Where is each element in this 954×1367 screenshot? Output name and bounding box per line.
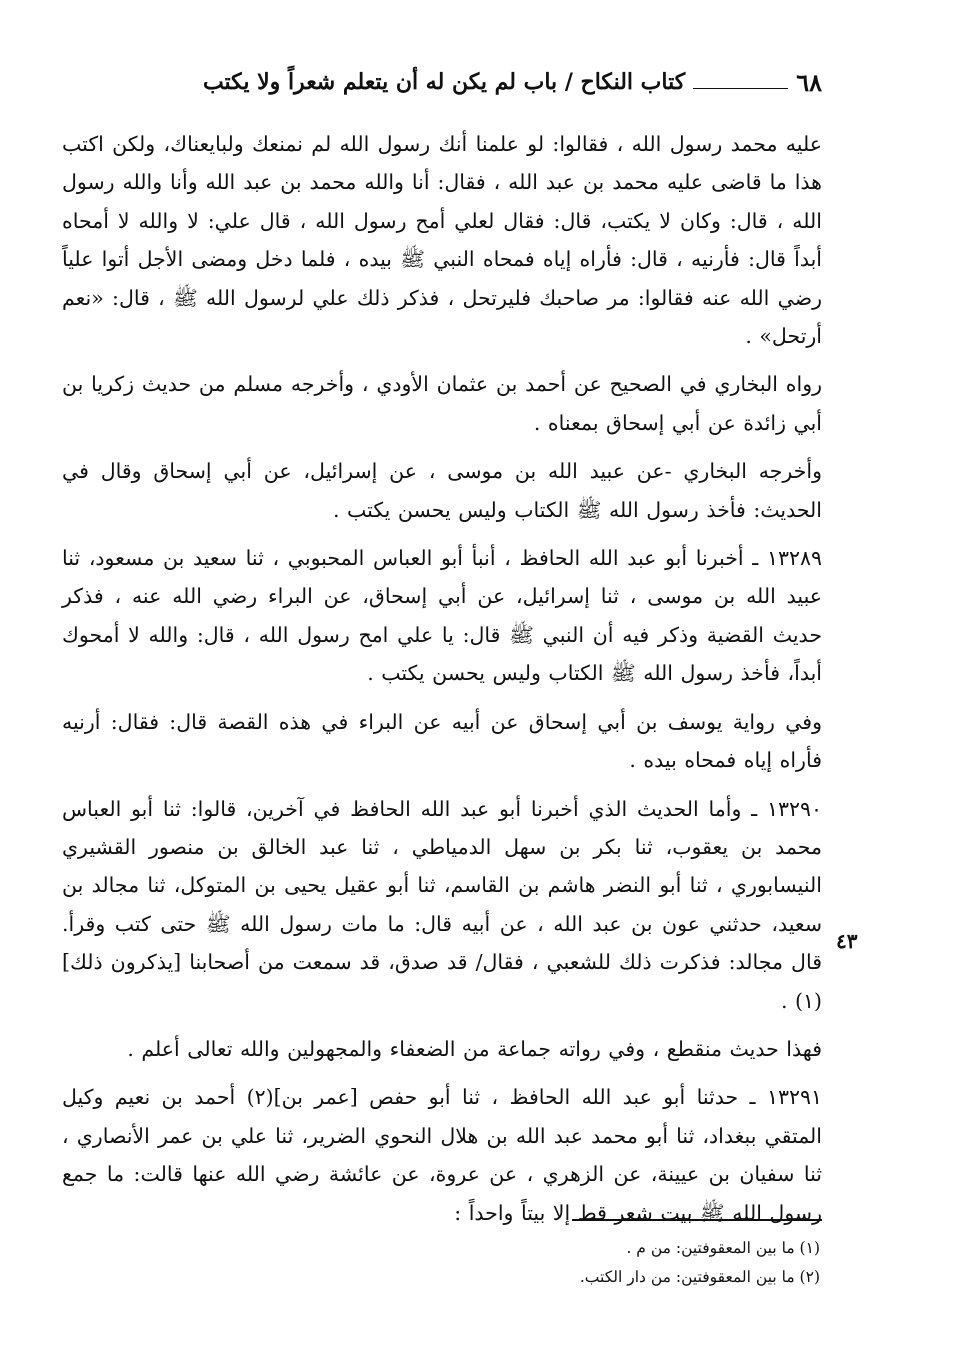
footnote-2: (٢) ما بين المعقوفتين: من دار الكتب. bbox=[579, 1268, 820, 1286]
hadith-13289: ١٣٢٨٩ ـ أخبرنا أبو عبد الله الحافظ ، أنبأ أبو العباس المحبوبي ، ثنا سعيد بن مسعود، ثنا عبيد الله بن موسى ، ثنا إسرائيل، عن أبي إسحاق، عن البراء رضي الله عنه ، فذكر حديث القضية وذكر فيه أن النبي ﷺ قال: يا علي امح رسول الله ، قال: والله لا أمحوك أبداً، فأخذ رسول الله ﷺ الكتاب وليس يحسن يكتب . bbox=[62, 546, 822, 686]
paragraph-continuation: عليه محمد رسول الله ، فقالوا: لو علمنا أنك رسول الله لم نمنعك ولبايعناك، ولكن اكتب هذا ما قاضى عليه محمد بن عبد الله ، فقال: أنا والله محمد بن عبد الله وأنا والله رسول الله ، قال: وكان لا يكتب، قال: فقال لعلي أمح رسول الله ، قال علي: لا والله لا أمحاه أبداً قال: فأرنيه ، قال: فأراه إياه فمحاه النبي ﷺ بيده ، فلما دخل ومضى الأجل أتوا علياً رضي الله عنه فقالوا: مر صاحبك فليرتحل ، فذكر ذلك علي لرسول الله ﷺ ، قال: «نعم أرتحل» . bbox=[62, 132, 822, 349]
footnote-separator bbox=[572, 1219, 822, 1221]
footnote-1: (١) ما بين المعقوفتين: من م . bbox=[626, 1239, 820, 1257]
paragraph-munqati-note: فهذا حديث منقطع ، وفي رواته جماعة من الضعفاء والمجهولين والله تعالى أعلم . bbox=[127, 1036, 822, 1061]
footnotes bbox=[300, 1234, 820, 1292]
page-number: ٦٨ bbox=[796, 67, 822, 97]
main-text bbox=[62, 125, 822, 1242]
paragraph-bukhari-note: رواه البخاري في الصحيح عن أحمد بن عثمان الأودي ، وأخرجه مسلم من حديث زكريا بن أبي زائدة عن أبي إسحاق بمعناه . bbox=[62, 372, 822, 435]
hadith-13290: ١٣٢٩٠ ـ وأما الحديث الذي أخبرنا أبو عبد الله الحافظ في آخرين، قالوا: ثنا أبو العباس محمد بن يعقوب، ثنا بكر بن سهل الدمياطي ، ثنا عبد الخالق بن منصور القشيري النيسابوري ، ثنا أبو النضر هاشم بن القاسم، ثنا أبو عقيل يحيى بن المتوكل، ثنا مجالد بن سعيد، حدثني عون بن عبد الله ، عن أبيه قال: ما مات رسول الله ﷺ حتى كتب وقرأ. قال مجالد: فذكرت ذلك للشعبي ، فقال/ قد صدق، قد سمعت من أصحابنا [يذكرون ذلك](١) . bbox=[62, 796, 822, 1013]
paragraph-bukhari-alt: وأخرجه البخاري -عن عبيد الله بن موسى ، عن إسرائيل، عن أبي إسحاق وقال في الحديث: فأخذ رسول الله ﷺ الكتاب وليس يحسن يكتب . bbox=[62, 459, 822, 522]
running-header bbox=[62, 62, 822, 102]
hadith-13291: ١٣٢٩١ ـ حدثنا أبو عبد الله الحافظ ، ثنا أبو حفص [عمر بن](٢) أحمد بن نعيم وكيل المتقي ببغداد، ثنا أبو محمد عبد الله بن هلال النحوي الضرير، ثنا علي بن عمر الأنصاري ، ثنا سفيان بن عيينة، عن الزهري ، عن عروة، عن عائشة رضي الله عنها قالت: ما جمع رسول الله ﷺ بيت شعر قط إلا بيتاً واحداً : bbox=[62, 1085, 822, 1225]
header-rule bbox=[693, 88, 788, 89]
paragraph-yusuf-narration: وفي رواية يوسف بن أبي إسحاق عن أبيه عن البراء في هذه القصة قال: فقال: أرنيه فأراه إياه فمحاه بيده . bbox=[62, 709, 822, 773]
margin-volume-number: ٤٣ bbox=[836, 929, 858, 953]
running-title: كتاب النكاح / باب لم يكن له أن يتعلم شعراً ولا يكتب bbox=[202, 69, 686, 95]
